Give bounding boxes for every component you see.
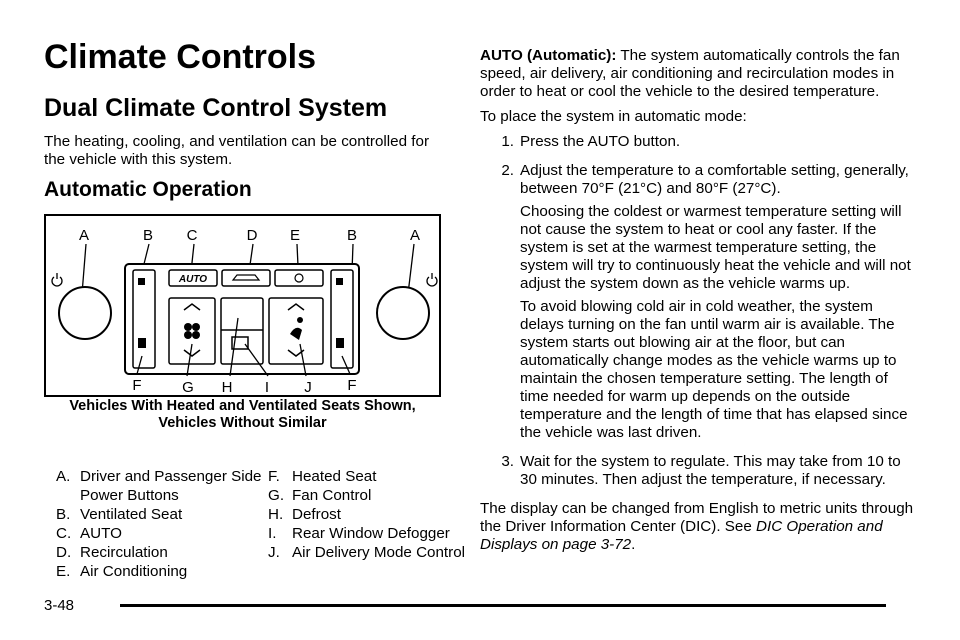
auto-text: The system automatically controls the fan speed, air delivery, air conditioning and recirculation modes in order to heat or cool the vehicle to the desired temperature.: [480, 47, 900, 100]
legend-item: [56, 562, 266, 581]
legend-right: [268, 467, 468, 562]
legend-text: Fan Control: [292, 487, 372, 504]
step-paragraph: Wait for the system to regulate. This may take from 10 to 30 minutes. Then adjust the temperature, if necessary.: [520, 453, 901, 488]
legend-text: AUTO: [80, 525, 122, 542]
step-number: 2.: [501, 162, 514, 179]
dic-reference-link[interactable]: DIC Operation and Displays on page 3-72: [480, 518, 883, 553]
climate-panel-diagram: [46, 216, 439, 395]
step-body: [520, 133, 680, 156]
legend-text: Recirculation: [80, 544, 168, 561]
legend-item: [56, 543, 266, 562]
legend-item: [268, 505, 468, 524]
label-bottom-f-left: F: [132, 377, 142, 394]
legend-item: [56, 505, 266, 524]
legend-item: [268, 543, 468, 562]
display-end: .: [631, 536, 636, 553]
step-paragraph: To avoid blowing cold air in cold weather, the system delays turning on the fan until warm air is available. The system starts out blowing air at the floor, but can automatically change modes as the vehicle warms up to maintain the chosen temperature setting. The length of time needed for warm up depends on the outside temperature and the length of time that has elapsed since the vehicle was last driven.: [520, 298, 908, 441]
legend-item: [268, 486, 468, 505]
step-number: 1.: [501, 133, 514, 150]
legend-text: Air Delivery Mode Control: [292, 544, 466, 561]
section-title: Dual Climate Control System: [44, 94, 388, 122]
label-bottom-g: G: [182, 379, 194, 395]
legend-text: Rear Window Defogger: [292, 525, 450, 542]
label-top-b-right: B: [346, 227, 358, 244]
climate-control-figure: [44, 214, 441, 397]
legend-item: [56, 524, 266, 543]
legend-item: [268, 524, 468, 543]
legend-letter: G.: [268, 487, 285, 504]
figure-caption: Vehicles With Heated and Ventilated Seats Shown, Vehicles Without Similar: [69, 398, 416, 431]
step-item: [490, 162, 920, 447]
legend-letter: E.: [56, 563, 71, 580]
label-bottom-h: H: [221, 379, 233, 395]
step-item: [490, 453, 920, 494]
place-paragraph: To place the system in automatic mode:: [480, 108, 747, 125]
legend-letter: C.: [56, 525, 72, 542]
label-top-a-left: A: [78, 227, 90, 244]
label-top-d: D: [246, 227, 258, 244]
legend-text: Driver and Passenger Side Power Buttons: [80, 468, 262, 504]
intro-paragraph: The heating, cooling, and ventilation can be controlled for the vehicle with this system.: [44, 133, 430, 168]
step-paragraph: Adjust the temperature to a comfortable setting, generally, between 70°F (21°C) and 80°F (27°C).: [520, 162, 909, 197]
step-paragraph: Press the AUTO button.: [520, 133, 681, 150]
label-top-a-right: A: [409, 227, 421, 244]
step-paragraph: Choosing the coldest or warmest temperature setting will not cause the system to heat or cool any faster. If the system is set at the warmest temperature setting, the system will try to continuously heat the vehicle and will not adjust the system down as the vehicle warms up.: [520, 203, 911, 292]
step-item: [490, 133, 920, 156]
legend-letter: B.: [56, 506, 71, 523]
step-body: [520, 453, 920, 494]
legend-letter: A.: [56, 468, 71, 485]
step-number: 3.: [501, 453, 514, 470]
label-bottom-i: I: [264, 379, 270, 395]
legend-letter: I.: [268, 525, 277, 542]
legend-text: Defrost: [292, 506, 341, 523]
step-body: [520, 162, 920, 447]
auto-button-label: AUTO: [178, 274, 208, 285]
legend-item: [56, 467, 266, 505]
legend-letter: F.: [268, 468, 280, 485]
display-paragraph: [480, 500, 920, 554]
legend-text: Air Conditioning: [80, 563, 188, 580]
legend-letter: D.: [56, 544, 72, 561]
page-title: Climate Controls: [44, 38, 317, 76]
legend-letter: H.: [268, 506, 284, 523]
label-bottom-f-right: F: [347, 377, 357, 394]
display-text: The display can be changed from English to metric units through the Driver Information Center (DIC). See: [480, 500, 914, 535]
legend-letter: J.: [268, 544, 280, 561]
footer-rule: [120, 604, 886, 607]
legend-text: Ventilated Seat: [80, 506, 183, 523]
subsection-title: Automatic Operation: [44, 178, 252, 201]
right-column: [480, 47, 920, 561]
label-top-b-left: B: [142, 227, 154, 244]
auto-heading: AUTO (Automatic):: [480, 47, 617, 64]
legend-left: [56, 467, 266, 581]
auto-paragraph: [480, 47, 920, 101]
legend-item: [268, 467, 468, 486]
legend-text: Heated Seat: [292, 468, 377, 485]
label-top-c: C: [186, 227, 198, 244]
page-number: 3-48: [44, 597, 75, 614]
label-bottom-j: J: [304, 379, 312, 395]
steps-list: [480, 133, 920, 494]
label-top-e: E: [289, 227, 301, 244]
